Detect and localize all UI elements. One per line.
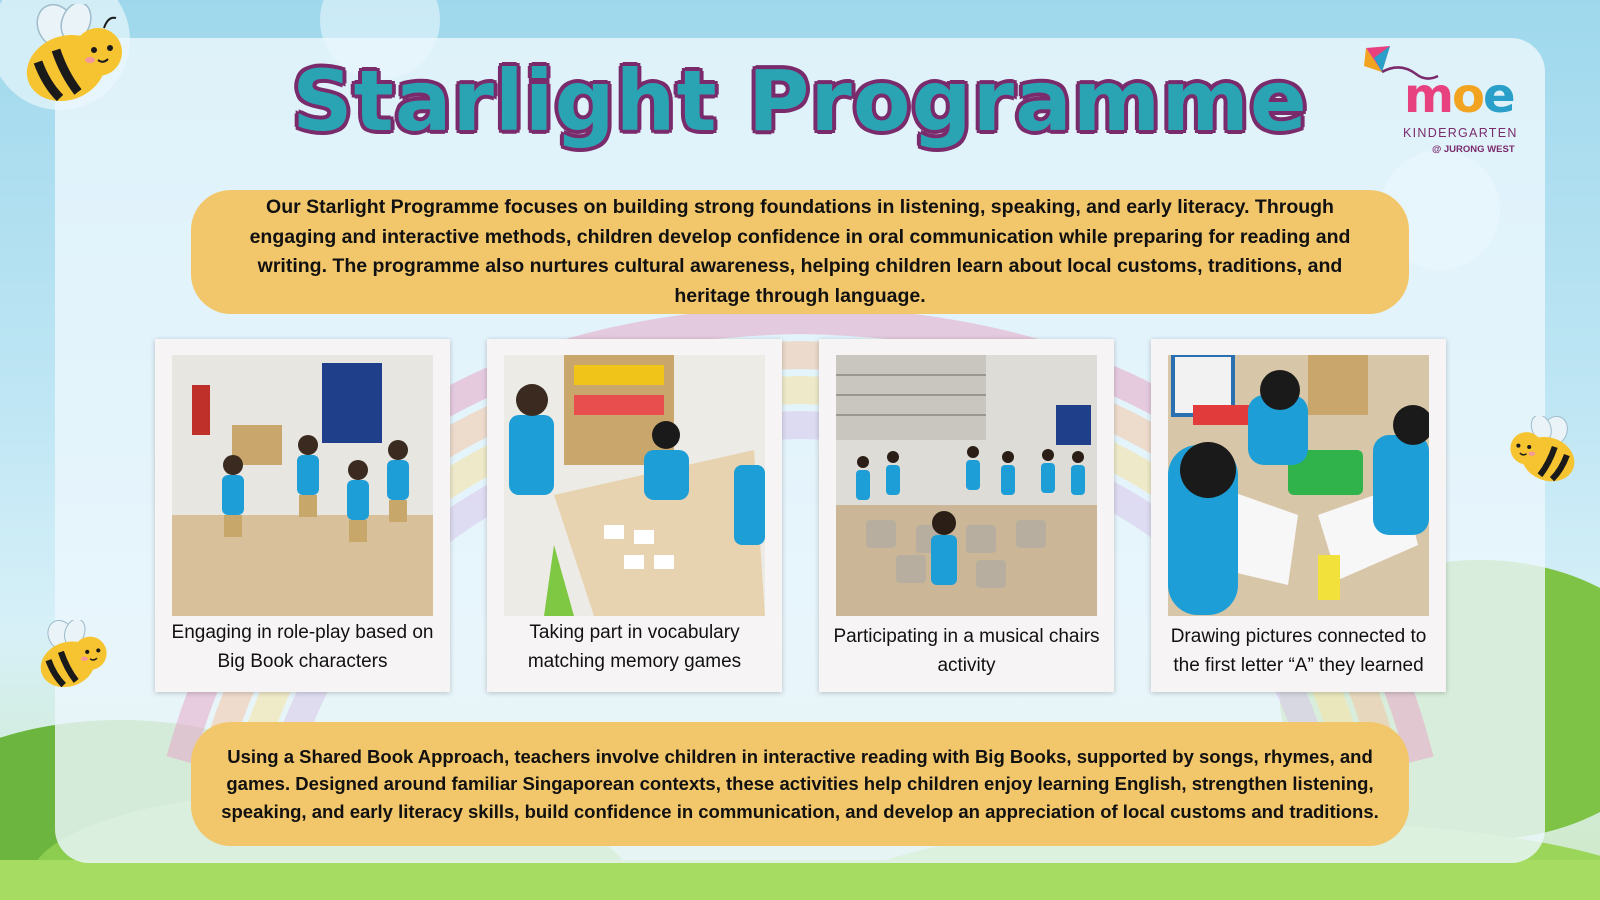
logo-wordmark: moe <box>1404 68 1514 124</box>
activity-card-musical-chairs <box>819 339 1114 692</box>
photo-role-play <box>172 355 433 616</box>
caption-role-play: Engaging in role-play based on Big Book characters <box>171 622 434 672</box>
bee-icon <box>1506 416 1582 486</box>
page-title: Starlight Programme <box>292 52 1308 150</box>
photo-musical-chairs <box>836 355 1097 616</box>
intro-text-box <box>191 190 1409 314</box>
moe-kindergarten-logo <box>1360 44 1540 164</box>
outro-text-box <box>191 722 1409 846</box>
caption-drawing-letter-a: Drawing pictures connected to the first letter “A” they learned <box>1170 626 1427 676</box>
photo-vocabulary-games <box>504 355 765 616</box>
activity-card-vocabulary-games <box>487 339 782 692</box>
logo-location-text: @ JURONG WEST <box>1432 144 1515 155</box>
activity-card-drawing-letter-a <box>1151 339 1446 692</box>
caption-vocabulary-games: Taking part in vocabulary matching memory games <box>527 622 742 672</box>
activity-card-role-play <box>155 339 450 692</box>
outro-text: Using a Shared Book Approach, teachers involve children in interactive reading with Big Books, supported by songs, rhymes, and games. Designed around familiar Singaporean contexts, these activities help children enjoy learning English, strengthen listening, speaking, and early literacy skills, build confidence in communication, and develop an appreciation of local customs and traditions. <box>221 745 1379 822</box>
bee-icon <box>32 620 112 692</box>
caption-musical-chairs: Participating in a musical chairs activity <box>833 626 1100 676</box>
bee-icon <box>16 4 128 108</box>
photo-drawing-letter-a <box>1168 355 1429 616</box>
logo-kindergarten-text: KINDERGARTEN <box>1403 126 1518 140</box>
intro-text: Our Starlight Programme focuses on building strong foundations in listening, speaking, and early literacy. Through engaging and interactive methods, children develop confidence in oral communication while preparing for reading and writing. The programme also nurtures cultural awareness, helping children learn about local customs, traditions, and heritage through language. <box>249 196 1351 307</box>
